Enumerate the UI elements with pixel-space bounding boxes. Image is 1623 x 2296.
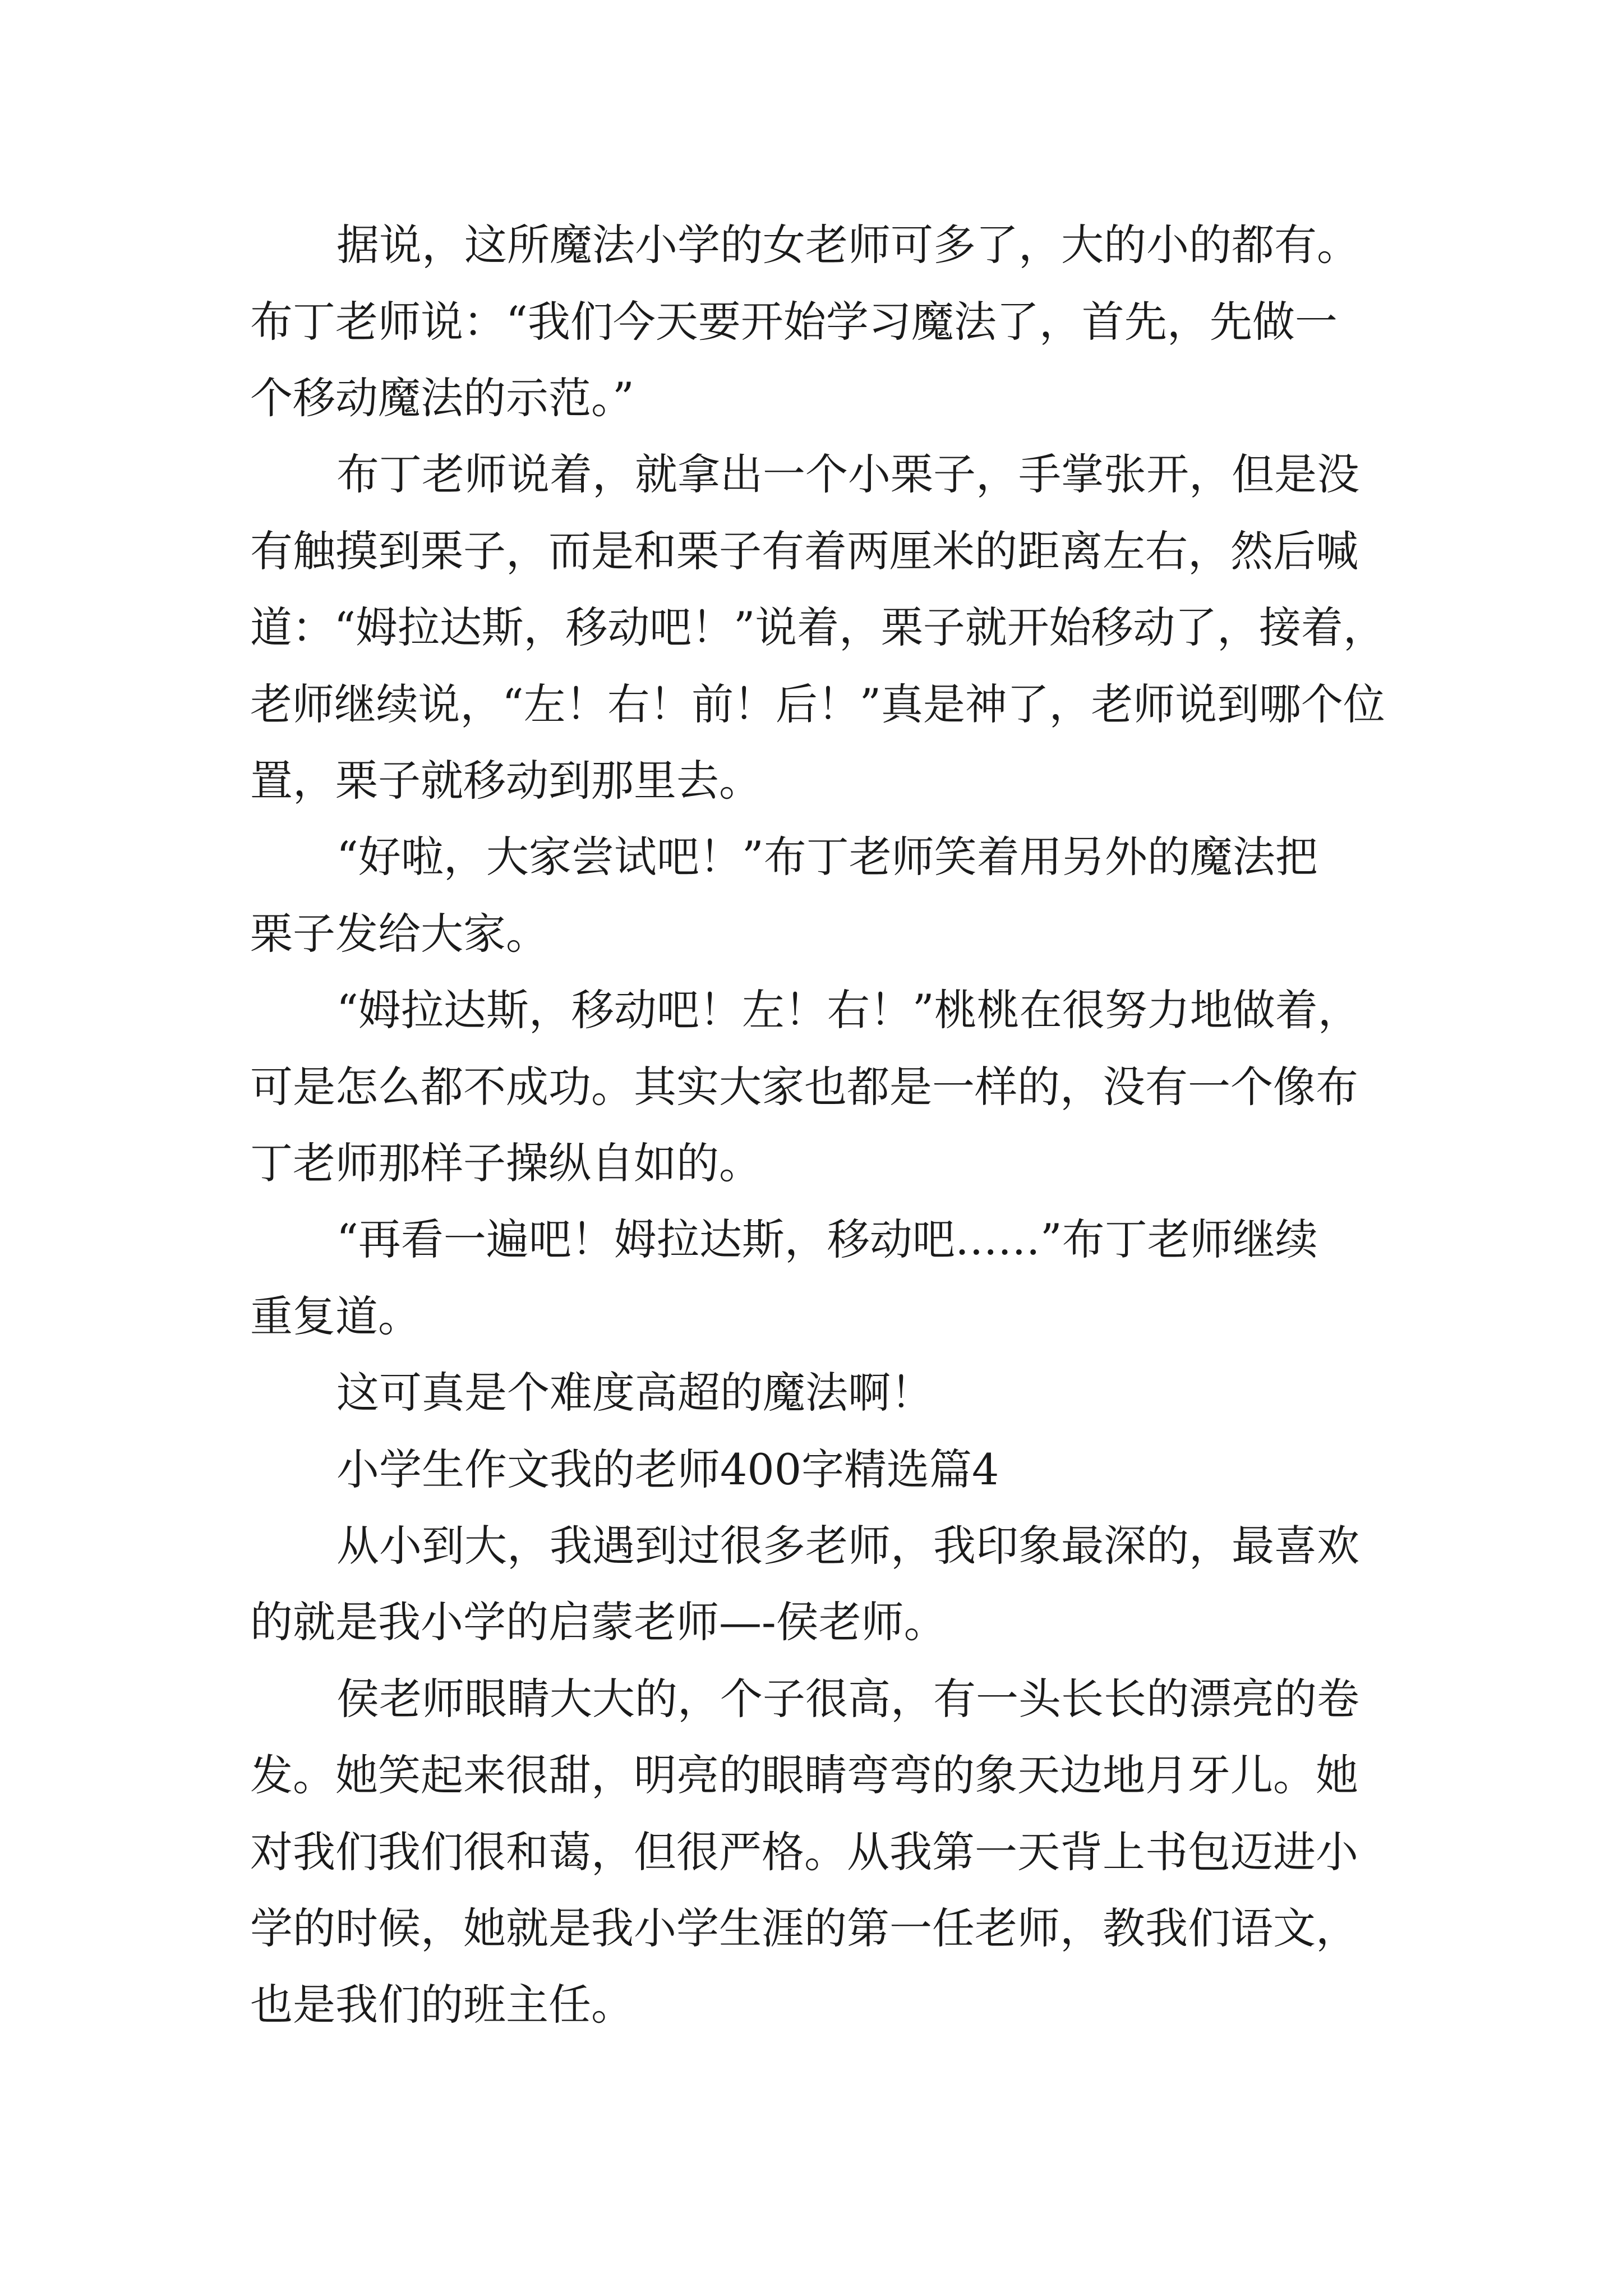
heading-line: 小学生作文我的老师400字精选篇4 <box>336 1444 999 1494</box>
text-line: 重复道。 <box>250 1291 421 1341</box>
text-line: 这可真是个难度高超的魔法啊！ <box>336 1368 933 1418</box>
text-line: “姆拉达斯，移动吧！左！右！”桃桃在很努力地做着， <box>336 985 1361 1035</box>
text-line: 对我们我们很和蔼，但很严格。从我第一天背上书包迈进小 <box>250 1827 1358 1877</box>
text-line: 侯老师眼睛大大的，个子很高，有一头长长的漂亮的卷 <box>336 1674 1359 1724</box>
text-line: 从小到大，我遇到过很多老师，我印象最深的，最喜欢 <box>336 1521 1359 1571</box>
text-line: 老师继续说，“左！右！前！后！”真是神了，老师说到哪个位 <box>250 679 1385 729</box>
text-line: 置，栗子就移动到那里去。 <box>250 756 762 806</box>
text-line: 学的时候，她就是我小学生涯的第一任老师，教我们语文， <box>250 1903 1358 1953</box>
text-line: 据说，这所魔法小学的女老师可多了，大的小的都有。 <box>336 220 1359 270</box>
text-line: “好啦，大家尝试吧！”布丁老师笑着用另外的魔法把 <box>336 832 1318 882</box>
text-line: 也是我们的班主任。 <box>250 1980 634 2030</box>
text-line: 丁老师那样子操纵自如的。 <box>250 1138 762 1188</box>
text-line: 可是怎么都不成功。其实大家也都是一样的，没有一个像布 <box>250 1062 1358 1112</box>
text-line: “再看一遍吧！姆拉达斯，移动吧……”布丁老师继续 <box>336 1214 1318 1264</box>
text-line: 发。她笑起来很甜，明亮的眼睛弯弯的象天边地月牙儿。她 <box>250 1750 1358 1800</box>
text-line: 有触摸到栗子，而是和栗子有着两厘米的距离左右，然后喊 <box>250 526 1358 576</box>
text-line: 个移动魔法的示范。” <box>250 373 634 423</box>
text-line: 栗子发给大家。 <box>250 909 548 959</box>
text-line: 布丁老师说着，就拿出一个小栗子，手掌张开，但是没 <box>336 449 1359 499</box>
text-line: 的就是我小学的启蒙老师—-侯老师。 <box>250 1597 947 1647</box>
text-line: 道：“姆拉达斯，移动吧！”说着，栗子就开始移动了，接着， <box>250 602 1385 652</box>
text-line: 布丁老师说：“我们今天要开始学习魔法了，首先，先做一 <box>250 297 1338 347</box>
